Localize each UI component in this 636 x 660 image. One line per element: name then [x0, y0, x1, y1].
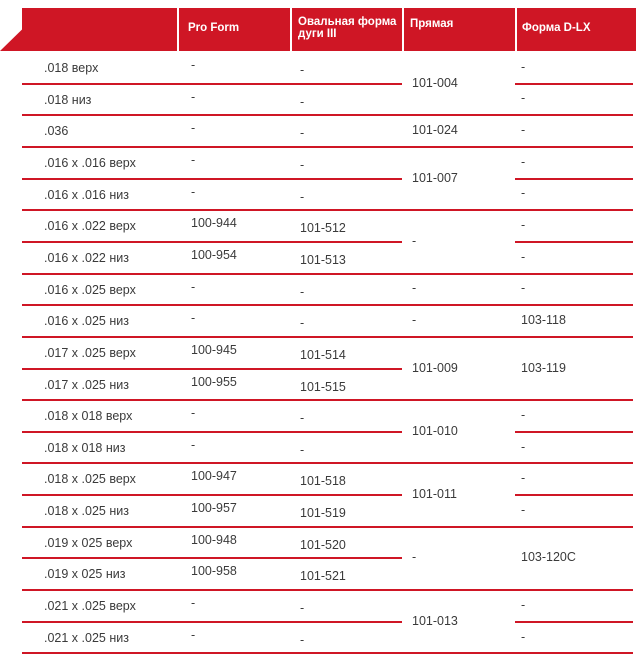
cell-straight: -: [412, 313, 417, 328]
row-divider: [402, 399, 515, 401]
cell-straight: -: [412, 233, 417, 248]
cell-dlx: -: [521, 502, 526, 517]
cell-size: .018 низ: [44, 92, 92, 107]
row-divider: [515, 83, 633, 85]
header-dlx: Форма D-LX: [522, 22, 591, 34]
cell-oval: -: [300, 126, 305, 141]
cell-oval: -: [300, 157, 305, 172]
cell-size: .021 x .025 верх: [44, 599, 136, 614]
cell-straight: 101-004: [412, 75, 458, 90]
row-divider: [515, 304, 633, 306]
row-divider: [515, 621, 633, 623]
row-divider: [402, 336, 515, 338]
row-divider: [515, 178, 633, 180]
cell-pro-form: 100-957: [191, 501, 237, 516]
cell-oval: -: [300, 94, 305, 109]
row-divider: [22, 304, 402, 306]
cell-pro-form: 100-955: [191, 374, 237, 389]
cell-oval: -: [300, 411, 305, 426]
cell-dlx: -: [521, 154, 526, 169]
row-divider: [402, 304, 515, 306]
row-divider: [515, 494, 633, 496]
cell-dlx: -: [521, 91, 526, 106]
cell-pro-form: -: [191, 406, 196, 421]
cell-size: .018 x .025 верх: [44, 472, 136, 487]
cell-size: .017 x .025 верх: [44, 345, 136, 360]
cell-size: .036: [44, 124, 69, 139]
cell-straight: 101-013: [412, 613, 458, 628]
cell-pro-form: 100-958: [191, 564, 237, 579]
cell-size: .019 x 025 низ: [44, 567, 126, 582]
cell-size: .018 x .025 низ: [44, 504, 129, 519]
row-divider: [515, 431, 633, 433]
row-divider: [515, 589, 633, 591]
cell-oval: 101-520: [300, 537, 346, 552]
row-divider: [402, 462, 515, 464]
row-divider: [402, 589, 515, 591]
row-divider: [22, 399, 402, 401]
cell-size: .016 x .025 верх: [44, 282, 136, 297]
cell-dlx: -: [521, 186, 526, 201]
row-divider: [402, 273, 515, 275]
cell-pro-form: 100-948: [191, 532, 237, 547]
cell-pro-form: 100-954: [191, 247, 237, 262]
cell-oval: 101-521: [300, 569, 346, 584]
cell-pro-form: -: [191, 627, 196, 642]
cell-pro-form: -: [191, 596, 196, 611]
row-divider: [22, 368, 402, 370]
cell-pro-form: -: [191, 311, 196, 326]
row-divider: [22, 589, 402, 591]
row-divider: [22, 526, 402, 528]
cell-oval: 101-514: [300, 347, 346, 362]
cell-dlx: -: [521, 249, 526, 264]
row-divider: [22, 494, 402, 496]
header-divider: [515, 8, 517, 51]
header-divider: [402, 8, 404, 51]
row-divider: [22, 241, 402, 243]
cell-dlx: -: [521, 439, 526, 454]
cell-dlx: -: [521, 59, 526, 74]
cell-dlx: -: [521, 597, 526, 612]
cell-oval: -: [300, 601, 305, 616]
row-divider: [22, 462, 402, 464]
row-divider: [22, 431, 402, 433]
row-divider: [402, 526, 515, 528]
cell-oval: -: [300, 316, 305, 331]
cell-oval: -: [300, 189, 305, 204]
cell-size: .018 верх: [44, 61, 99, 75]
row-divider: [22, 652, 402, 654]
cell-oval: 101-513: [300, 252, 346, 267]
row-divider: [515, 462, 633, 464]
cell-size: .018 x 018 верх: [44, 409, 133, 424]
row-divider: [402, 652, 515, 654]
cell-pro-form: -: [191, 184, 196, 199]
row-divider: [22, 273, 402, 275]
cell-dlx: -: [521, 629, 526, 644]
cell-oval: -: [300, 63, 305, 77]
row-divider: [22, 557, 402, 559]
cell-size: .016 x .025 низ: [44, 314, 129, 329]
row-divider: [22, 621, 402, 623]
cell-straight: 101-024: [412, 123, 458, 138]
cell-pro-form: -: [191, 89, 196, 104]
cell-oval: 101-512: [300, 221, 346, 236]
header-divider: [290, 8, 292, 51]
cell-dlx: 103-118: [521, 313, 566, 328]
cell-pro-form: 100-945: [191, 342, 237, 357]
cell-oval: -: [300, 632, 305, 647]
cell-dlx: -: [521, 281, 526, 296]
cell-size: .016 x .016 низ: [44, 187, 129, 202]
cell-straight: 101-007: [412, 170, 458, 185]
row-divider: [515, 114, 633, 116]
cell-dlx: -: [521, 471, 526, 486]
header-divider: [177, 8, 179, 51]
cell-oval: 101-518: [300, 474, 346, 489]
row-divider: [22, 178, 402, 180]
cell-straight: -: [412, 281, 417, 296]
row-divider: [22, 83, 402, 85]
row-divider: [22, 209, 402, 211]
cell-size: .016 x .022 верх: [44, 219, 136, 234]
cell-dlx: -: [521, 407, 526, 422]
row-divider: [22, 114, 402, 116]
cell-oval: -: [300, 442, 305, 457]
cell-oval: 101-515: [300, 379, 346, 394]
cell-pro-form: 100-947: [191, 469, 237, 484]
cell-pro-form: -: [191, 58, 196, 72]
cell-pro-form: -: [191, 437, 196, 452]
header-pro-form: Pro Form: [188, 22, 240, 34]
cell-dlx: -: [521, 218, 526, 233]
row-divider: [22, 336, 402, 338]
cell-straight: -: [412, 550, 417, 565]
cell-pro-form: -: [191, 152, 196, 167]
row-divider: [402, 114, 515, 116]
cell-pro-form: 100-944: [191, 216, 237, 231]
cell-oval: 101-519: [300, 506, 346, 521]
cell-straight: 101-009: [412, 360, 458, 375]
row-divider: [515, 146, 633, 148]
cell-dlx: 103-120C: [521, 550, 576, 565]
cell-size: .018 x 018 низ: [44, 440, 126, 455]
cell-oval: -: [300, 284, 305, 299]
row-divider: [515, 399, 633, 401]
cell-straight: 101-011: [412, 487, 457, 502]
cell-pro-form: -: [191, 279, 196, 294]
row-divider: [402, 146, 515, 148]
row-divider: [515, 241, 633, 243]
row-divider: [515, 652, 633, 654]
row-divider: [402, 209, 515, 211]
header-oval: Овальная форма дуги III: [298, 16, 397, 40]
row-divider: [515, 526, 633, 528]
cell-size: .017 x .025 низ: [44, 377, 129, 392]
row-divider: [22, 146, 402, 148]
cell-pro-form: -: [191, 121, 196, 136]
row-divider: [515, 209, 633, 211]
header-straight: Прямая: [410, 18, 454, 30]
cell-dlx: -: [521, 123, 526, 138]
cell-size: .016 x .016 верх: [44, 155, 136, 170]
cell-size: .019 x 025 верх: [44, 535, 133, 550]
cell-size: .021 x .025 низ: [44, 630, 129, 645]
cell-straight: 101-010: [412, 423, 458, 438]
row-divider: [515, 273, 633, 275]
cell-size: .016 x .022 низ: [44, 250, 129, 265]
row-divider: [515, 336, 633, 338]
cell-dlx: 103-119: [521, 360, 566, 375]
